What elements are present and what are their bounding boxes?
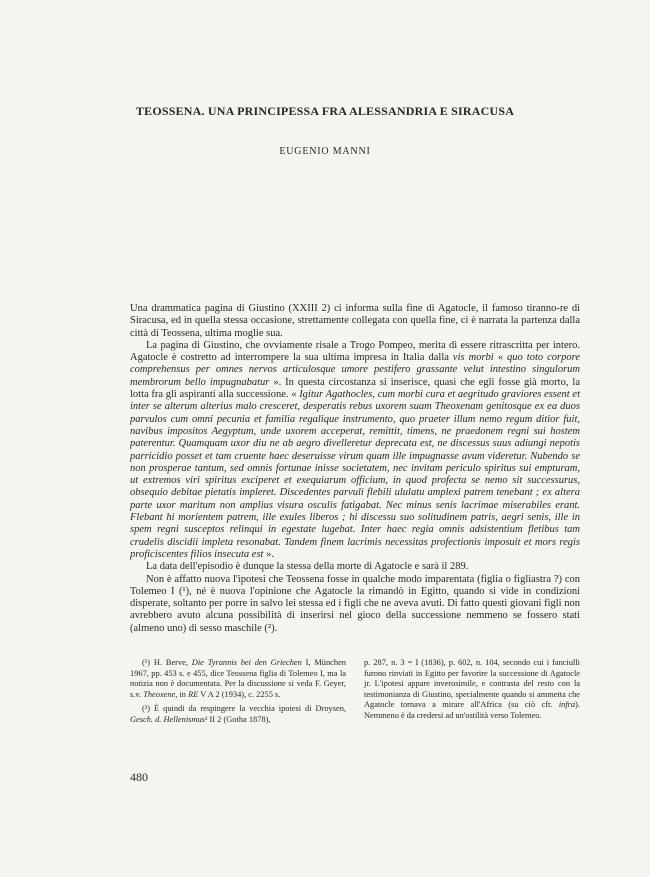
paragraph-justin-quote: [130, 340, 580, 561]
footnote-2-continued: [364, 658, 580, 721]
text-segment: I, München 1967, pp. 453 s. e 455, dice Teossena figlia di Tolemeo I, ma la notizia non è documentata. Per la discussione si veda F. Geyer, s.v.: [130, 658, 346, 699]
latin-quote-long: Igitur Agathocles, cum morbi cura et aegritudo graviores essent et inter se alterum alterius malo cresceret, desperatis rebus uxorem suam Theoxenam genitosque ex ea duos parvulos cum omni pecunia et familia regalique instrumento, quo praeter illum nemo regum ditior fuit, navibus impositos Aegyptum, unde uxorem acceperat, remittit, timens, ne praedonem regni sui hostem paterentur. Quamquam uxor diu ne ab aegro divelleretur deprecata est, ne discessus suus adiungi nepotis parricidio posset et tam cruente haec deseruisse virum quam ille impugnasse avum videretur. Nubendo se non prosperae tantum, sed omnis fortunae inisse societatem, nec invitam periculo spiritus sui empturam, ut extremos viri spiritus exciperet et exequiarum officium, in quod profecta se nemo sit successurus, obsequio debitae pietatis impleret. Discedentes parvuli flebili ululatu amplexi patrem tenebant ; ex altera parte uxor maritum non amplius visura osculis fatigabat. Nec minus senis lacrimae miserabiles erant. Flebant hi morientem patrem, ille exules liberos ; hi discessu suo solitudinem patris, aegri senis, ille in spem regni susceptos relinqui in egestate lugebat. Inter haec regia omnis adsistentium fletibus tam crudelis discidii impleta resonabat. Tandem finem lacrimis necessitas profectionis imposuit et mors regis proficiscentes filios insecuta est: [130, 389, 580, 560]
paragraph-hypothesis: Non è affatto nuova l'ipotesi che Teossena fosse in qualche modo imparentata (figlia o figliastra ?) con Tolemeo I (¹), né è nuova l'opinione che Agatocle la rimandò in Egitto, quando si vide in condizioni disperate, soltanto per porre in salvo lei stessa ed i figli che ne aveva avuti. Di fatto questi giovani figli non avrebbero avuto alcuna possibilità di inserirsi nel gioco della successione nemmeno se fossero stati (almeno uno) di sesso maschile (²).: [130, 573, 580, 634]
text-segment: ² II 2 (Gotha 1878),: [204, 714, 271, 724]
footnote-1: [130, 658, 346, 700]
footnote-2: [130, 704, 346, 725]
text-segment: ».: [263, 548, 274, 560]
article-body: [130, 303, 580, 635]
text-segment: La pagina di Giustino, che ovviamente risale a Trogo Pompeo, merita di essere ritrascritta per intero. Agatocle è costretto ad interrompere la sua ultima impresa in Italia dalla: [130, 339, 580, 364]
footnotes-left-column: [130, 658, 346, 729]
text-segment: (¹) H. Berve,: [142, 658, 192, 667]
footnotes: [130, 658, 580, 729]
article-author: EUGENIO MANNI: [279, 146, 371, 157]
book-title: Gesch. d. Hellenismus: [130, 714, 205, 724]
text-segment: (²) È quindi da respingere la vecchia ipotesi di Droysen,: [142, 704, 346, 713]
paragraph-date: La data dell'episodio è dunque la stessa della morte di Agatocle e sarà il 289.: [146, 561, 469, 573]
text-segment: , in: [175, 689, 189, 699]
latin-quote: quo toto corpore comprehensus per omnes nervos articulosque umore pestifero grassante velut intestino singulorum membrorum bello impugnabatur: [130, 352, 581, 388]
text-segment: «: [493, 352, 508, 364]
book-title: Die Tyrannis bei den Griechen: [191, 658, 302, 667]
text-segment: V A 2 (1934), c. 2255 s.: [198, 689, 281, 699]
article-title: TEOSSENA. UNA PRINCIPESSA FRA ALESSANDRIA E SIRACUSA: [135, 104, 515, 118]
latin-phrase: vis morbi: [452, 352, 494, 364]
cross-reference: infra: [558, 700, 576, 709]
text-segment: ». In questa circostanza si inserisce, quasi che egli fosse già morto, la lotta fra gli aspiranti alla successione. «: [130, 376, 580, 401]
text-segment: p. 287, n. 3 = I (1836), p. 602, n. 104, secondo cui i fanciulli furono rinviati in Egitto per favorire la successione di Agatocle jr. L'ipotesi appare inverosimile, e contrasta del resto con la testimonianza di Giustino, specialmente quando si ammetta che Agatocle tornava a mirare all'Africa (su ciò cfr.: [364, 658, 580, 709]
text-segment: ). Nemmeno è da credersi ad un'ostilità verso Tolemeo.: [364, 700, 580, 720]
footnotes-right-column: [364, 658, 580, 729]
entry-title: Theoxene: [143, 689, 176, 699]
page-number: 480: [130, 770, 148, 784]
paragraph-intro: Una drammatica pagina di Giustino (XXIII 2) ci informa sulla fine di Agatocle, il famoso tiranno-re di Siracusa, ed in quella stessa occasione, strettamente collegata con quella fine, ci è narrata la partenza dalla città di Teossena, ultima moglie sua.: [130, 303, 580, 339]
journal-abbrev: RE: [188, 689, 199, 699]
